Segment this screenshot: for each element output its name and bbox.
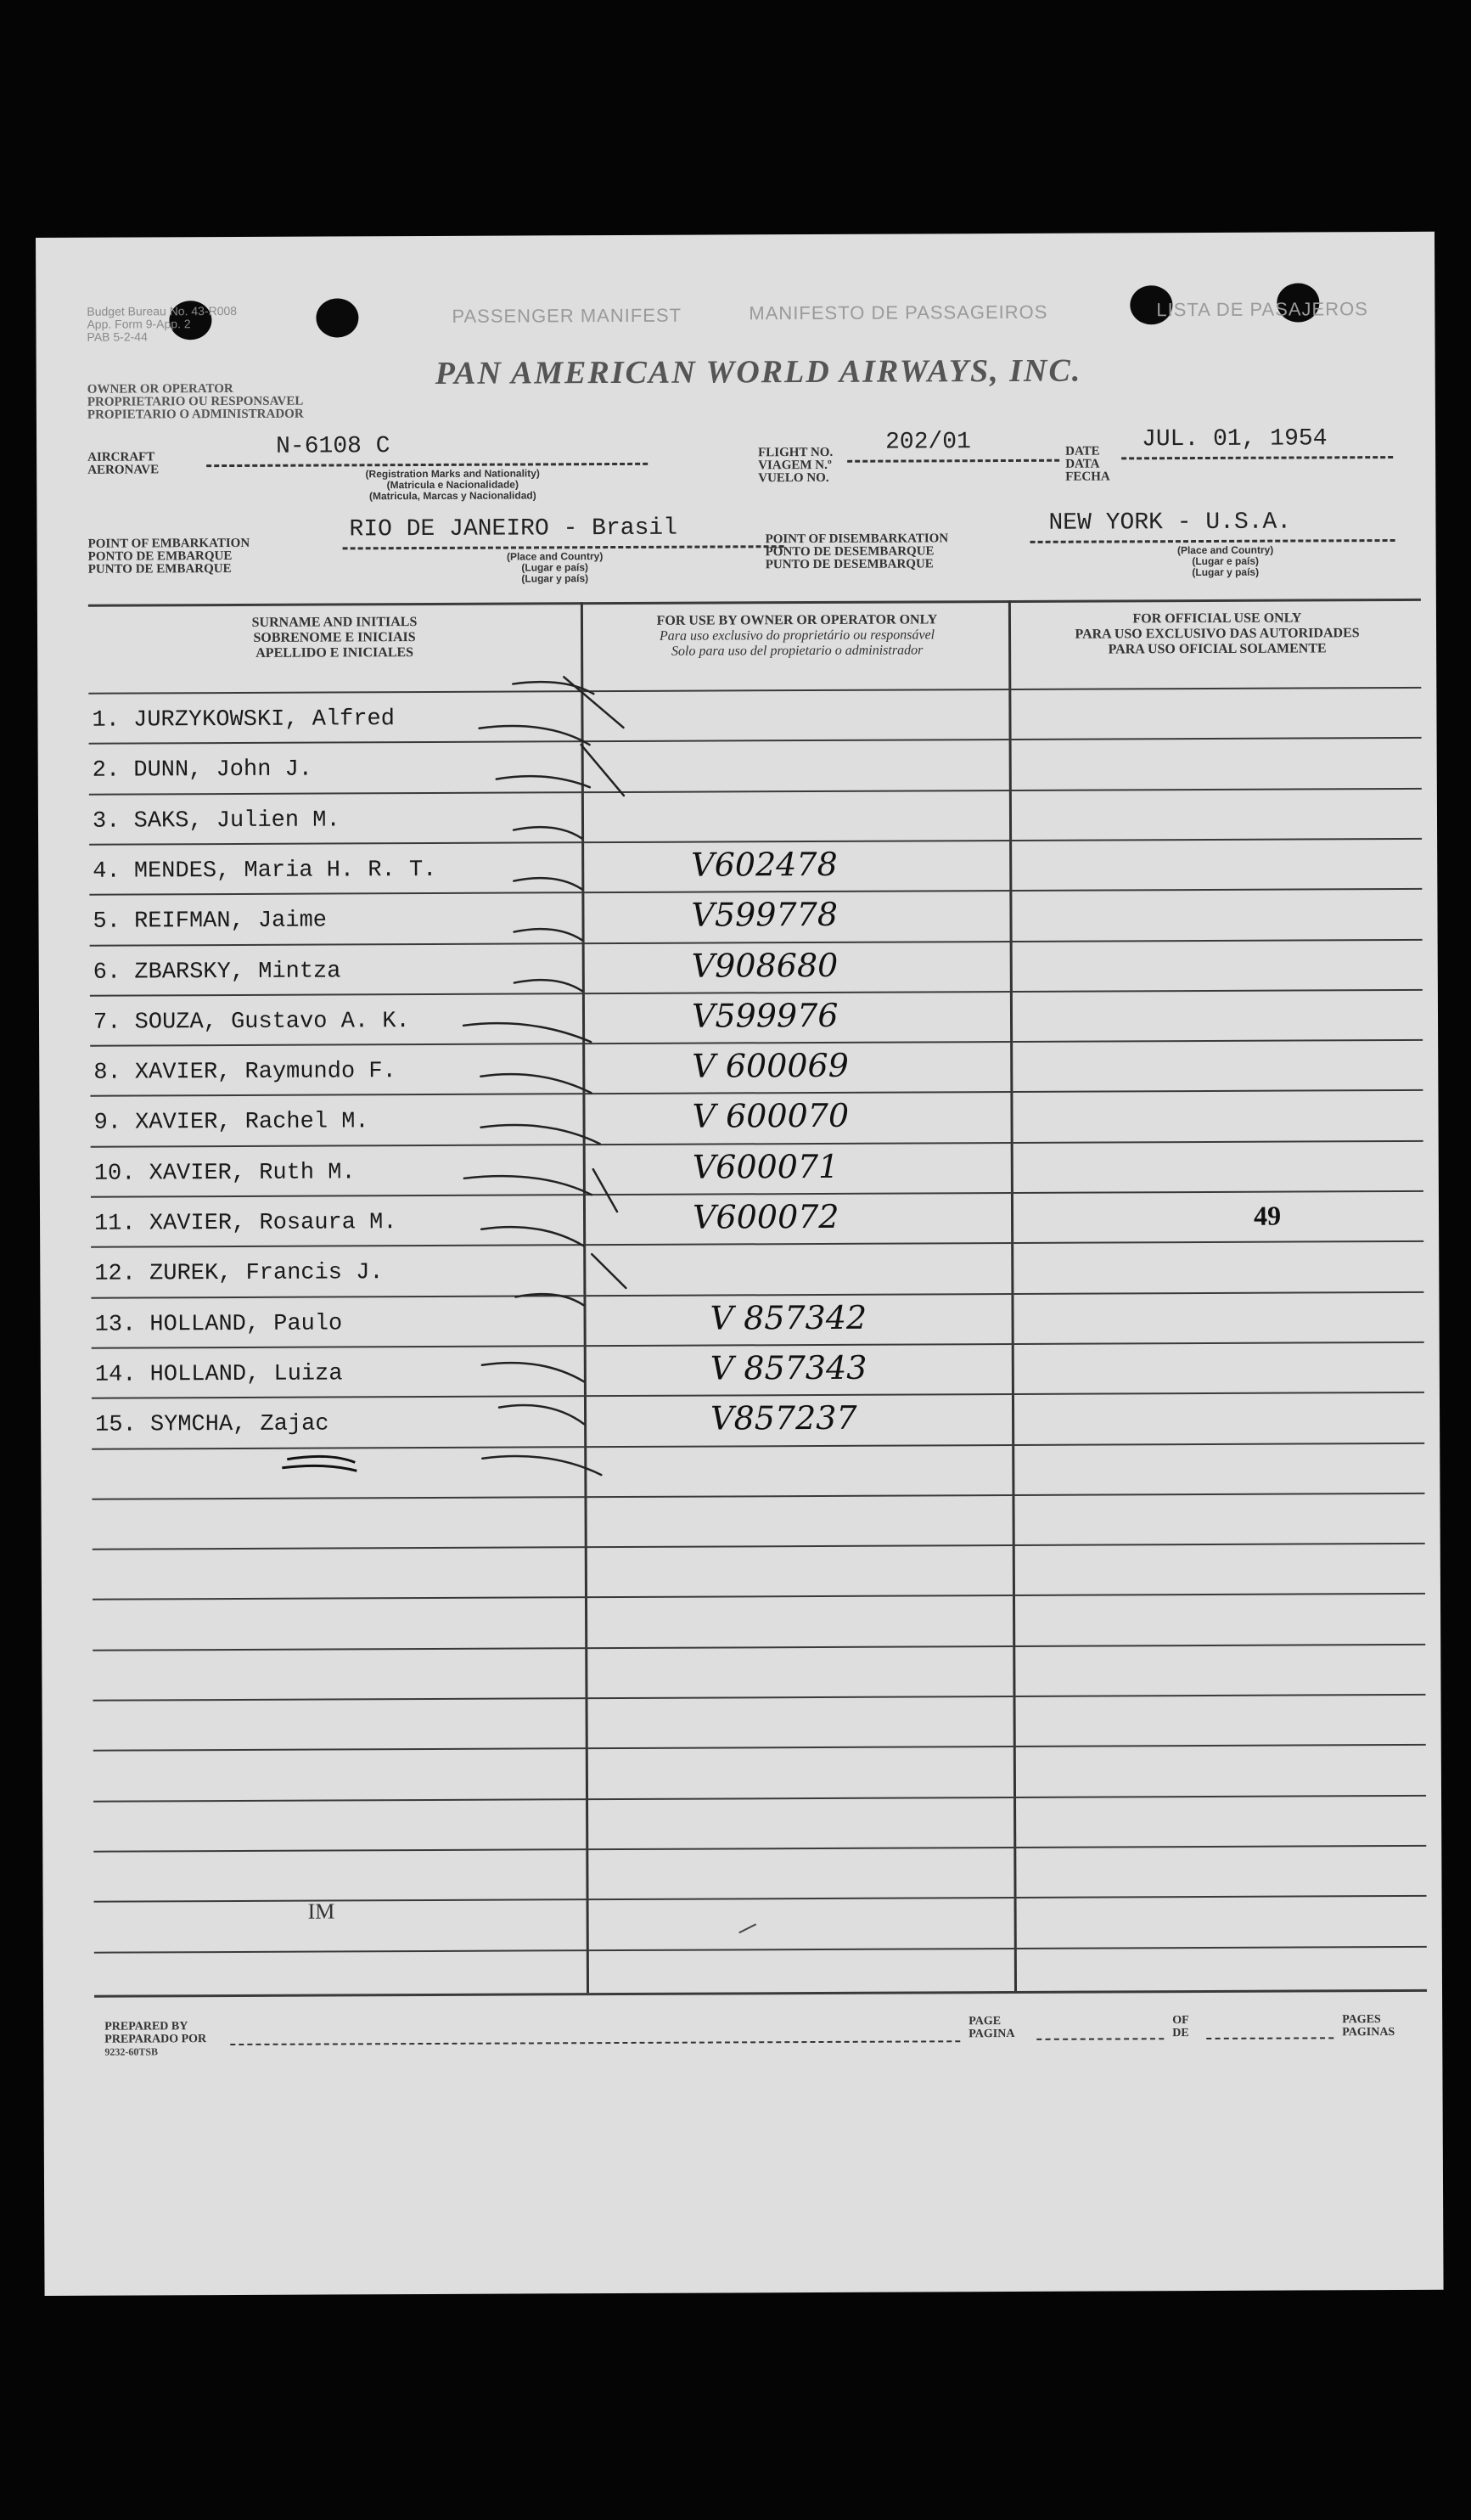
passenger-surname-initials: SYMCHA, Zajac	[149, 1411, 329, 1438]
passenger-surname-initials: HOLLAND, Luiza	[149, 1361, 343, 1388]
passenger-number: 15.	[95, 1412, 137, 1438]
initials-mark: IM	[307, 1898, 335, 1924]
passenger-number: 10.	[93, 1161, 136, 1187]
visa-number: V600071	[692, 1147, 839, 1186]
passenger-number: 11.	[94, 1211, 136, 1237]
aircraft-sub: (Registration Marks and Nationality) (Matricula e Nacionalidade) (Matricula, Marcas y Nacionalidad)	[365, 467, 540, 503]
disembark-sub: (Place and Country) (Lugar e país) (Lugar y país)	[1176, 543, 1274, 579]
visa-number: V 600069	[692, 1046, 849, 1085]
passenger-surname-initials: DUNN, John J.	[133, 757, 313, 784]
flight-value: 202/01	[884, 429, 971, 456]
passenger-number: 13.	[94, 1312, 137, 1338]
prepared-by-label: PREPARED BY PREPARADO POR 9232-60TSB	[104, 2020, 207, 2058]
embark-label: POINT OF EMBARKATION PONTO DE EMBARQUE PUNTO DE EMBARQUE	[87, 536, 250, 577]
passenger-number: 1.	[92, 707, 120, 734]
passenger-number: 3.	[92, 808, 121, 835]
header-passenger-manifest: PASSENGER MANIFEST	[452, 304, 682, 327]
visa-number: V857237	[710, 1398, 857, 1437]
passenger-surname-initials: REIFMAN, Jaime	[134, 908, 328, 935]
tally-marks	[36, 232, 1444, 2296]
column-head-surname: SURNAME AND INITIALS SOBRENOME E INICIAIS APELLIDO E INICIALES	[251, 615, 418, 661]
passenger-number: 4.	[93, 858, 121, 885]
flight-label: FLIGHT NO. VIAGEM N.º VUELO NO.	[758, 445, 834, 486]
header-manifesto: MANIFESTO DE PASSAGEIROS	[749, 301, 1048, 324]
passenger-number: 8.	[93, 1060, 121, 1086]
visa-number: V 857343	[710, 1348, 867, 1387]
aircraft-value: N-6108 C	[276, 433, 390, 460]
passenger-surname-initials: XAVIER, Raymundo F.	[134, 1059, 396, 1086]
pages-label: PAGES PAGINAS	[1342, 2013, 1395, 2039]
passenger-surname-initials: XAVIER, Rachel M.	[135, 1109, 369, 1136]
passenger-surname-initials: HOLLAND, Paulo	[149, 1311, 343, 1338]
passenger-number: 6.	[93, 959, 121, 986]
passenger-number: 14.	[94, 1362, 137, 1388]
form-number: Budget Bureau No. 43-R008 App. Form 9-App. 2 PAB 5-2-44	[87, 303, 238, 344]
airline-name: PAN AMERICAN WORLD AIRWAYS, INC.	[435, 352, 1082, 391]
passenger-number: 9.	[93, 1110, 122, 1136]
passenger-number: 2.	[92, 757, 121, 784]
visa-number: V908680	[691, 946, 839, 985]
visa-number: V600072	[692, 1197, 839, 1236]
visa-number: V599778	[691, 895, 839, 934]
visa-number: V599976	[691, 996, 839, 1035]
passenger-surname-initials: ZBARSKY, Mintza	[134, 959, 341, 986]
disembark-label: POINT OF DISEMBARKATION PONTO DE DESEMBARQUE PUNTO DE DESEMBARQUE	[765, 532, 949, 572]
column-head-official: FOR OFFICIAL USE ONLY PARA USO EXCLUSIVO DAS AUTORIDADES PARA USO OFICIAL SOLAMENTE	[1075, 610, 1360, 657]
header-lista: LISTA DE PASAJEROS	[1156, 298, 1368, 321]
aircraft-label: AIRCRAFT AERONAVE	[87, 450, 160, 477]
disembark-value: NEW YORK - U.S.A.	[1048, 509, 1292, 537]
passenger-surname-initials: JURZYKOWSKI, Alfred	[133, 706, 396, 734]
passenger-number: 7.	[93, 1010, 121, 1036]
passenger-surname-initials: ZUREK, Francis J.	[149, 1260, 384, 1287]
embark-value: RIO DE JANEIRO - Brasil	[349, 515, 678, 543]
visa-number: V602478	[691, 845, 838, 884]
passenger-number: 5.	[93, 908, 121, 935]
passenger-number: 12.	[94, 1261, 137, 1287]
official-count: 49	[1253, 1200, 1282, 1231]
passenger-surname-initials: XAVIER, Ruth M.	[149, 1160, 356, 1187]
passenger-surname-initials: XAVIER, Rosaura M.	[149, 1210, 397, 1237]
manifest-page	[36, 232, 1444, 2296]
column-head-operator: FOR USE BY OWNER OR OPERATOR ONLY Para uso exclusivo do proprietário ou responsável Solo para uso del propietario o administrador	[656, 612, 938, 659]
date-label: DATE DATA FECHA	[1065, 444, 1110, 484]
owner-label: OWNER OR OPERATOR PROPRIETARIO OU RESPONSAVEL PROPIETARIO O ADMINISTRADOR	[87, 381, 304, 422]
passenger-surname-initials: MENDES, Maria H. R. T.	[133, 857, 437, 885]
page-label: PAGE PAGINA	[969, 2015, 1015, 2041]
of-label: OF DE	[1172, 2014, 1189, 2040]
passenger-surname-initials: SOUZA, Gustavo A. K.	[134, 1009, 410, 1036]
embark-sub: (Place and Country) (Lugar e país) (Lugar y país)	[506, 550, 604, 585]
date-value: JUL. 01, 1954	[1141, 425, 1328, 453]
passenger-surname-initials: SAKS, Julien M.	[133, 807, 340, 835]
visa-number: V 600070	[692, 1096, 850, 1135]
visa-number: V 857342	[710, 1298, 867, 1337]
